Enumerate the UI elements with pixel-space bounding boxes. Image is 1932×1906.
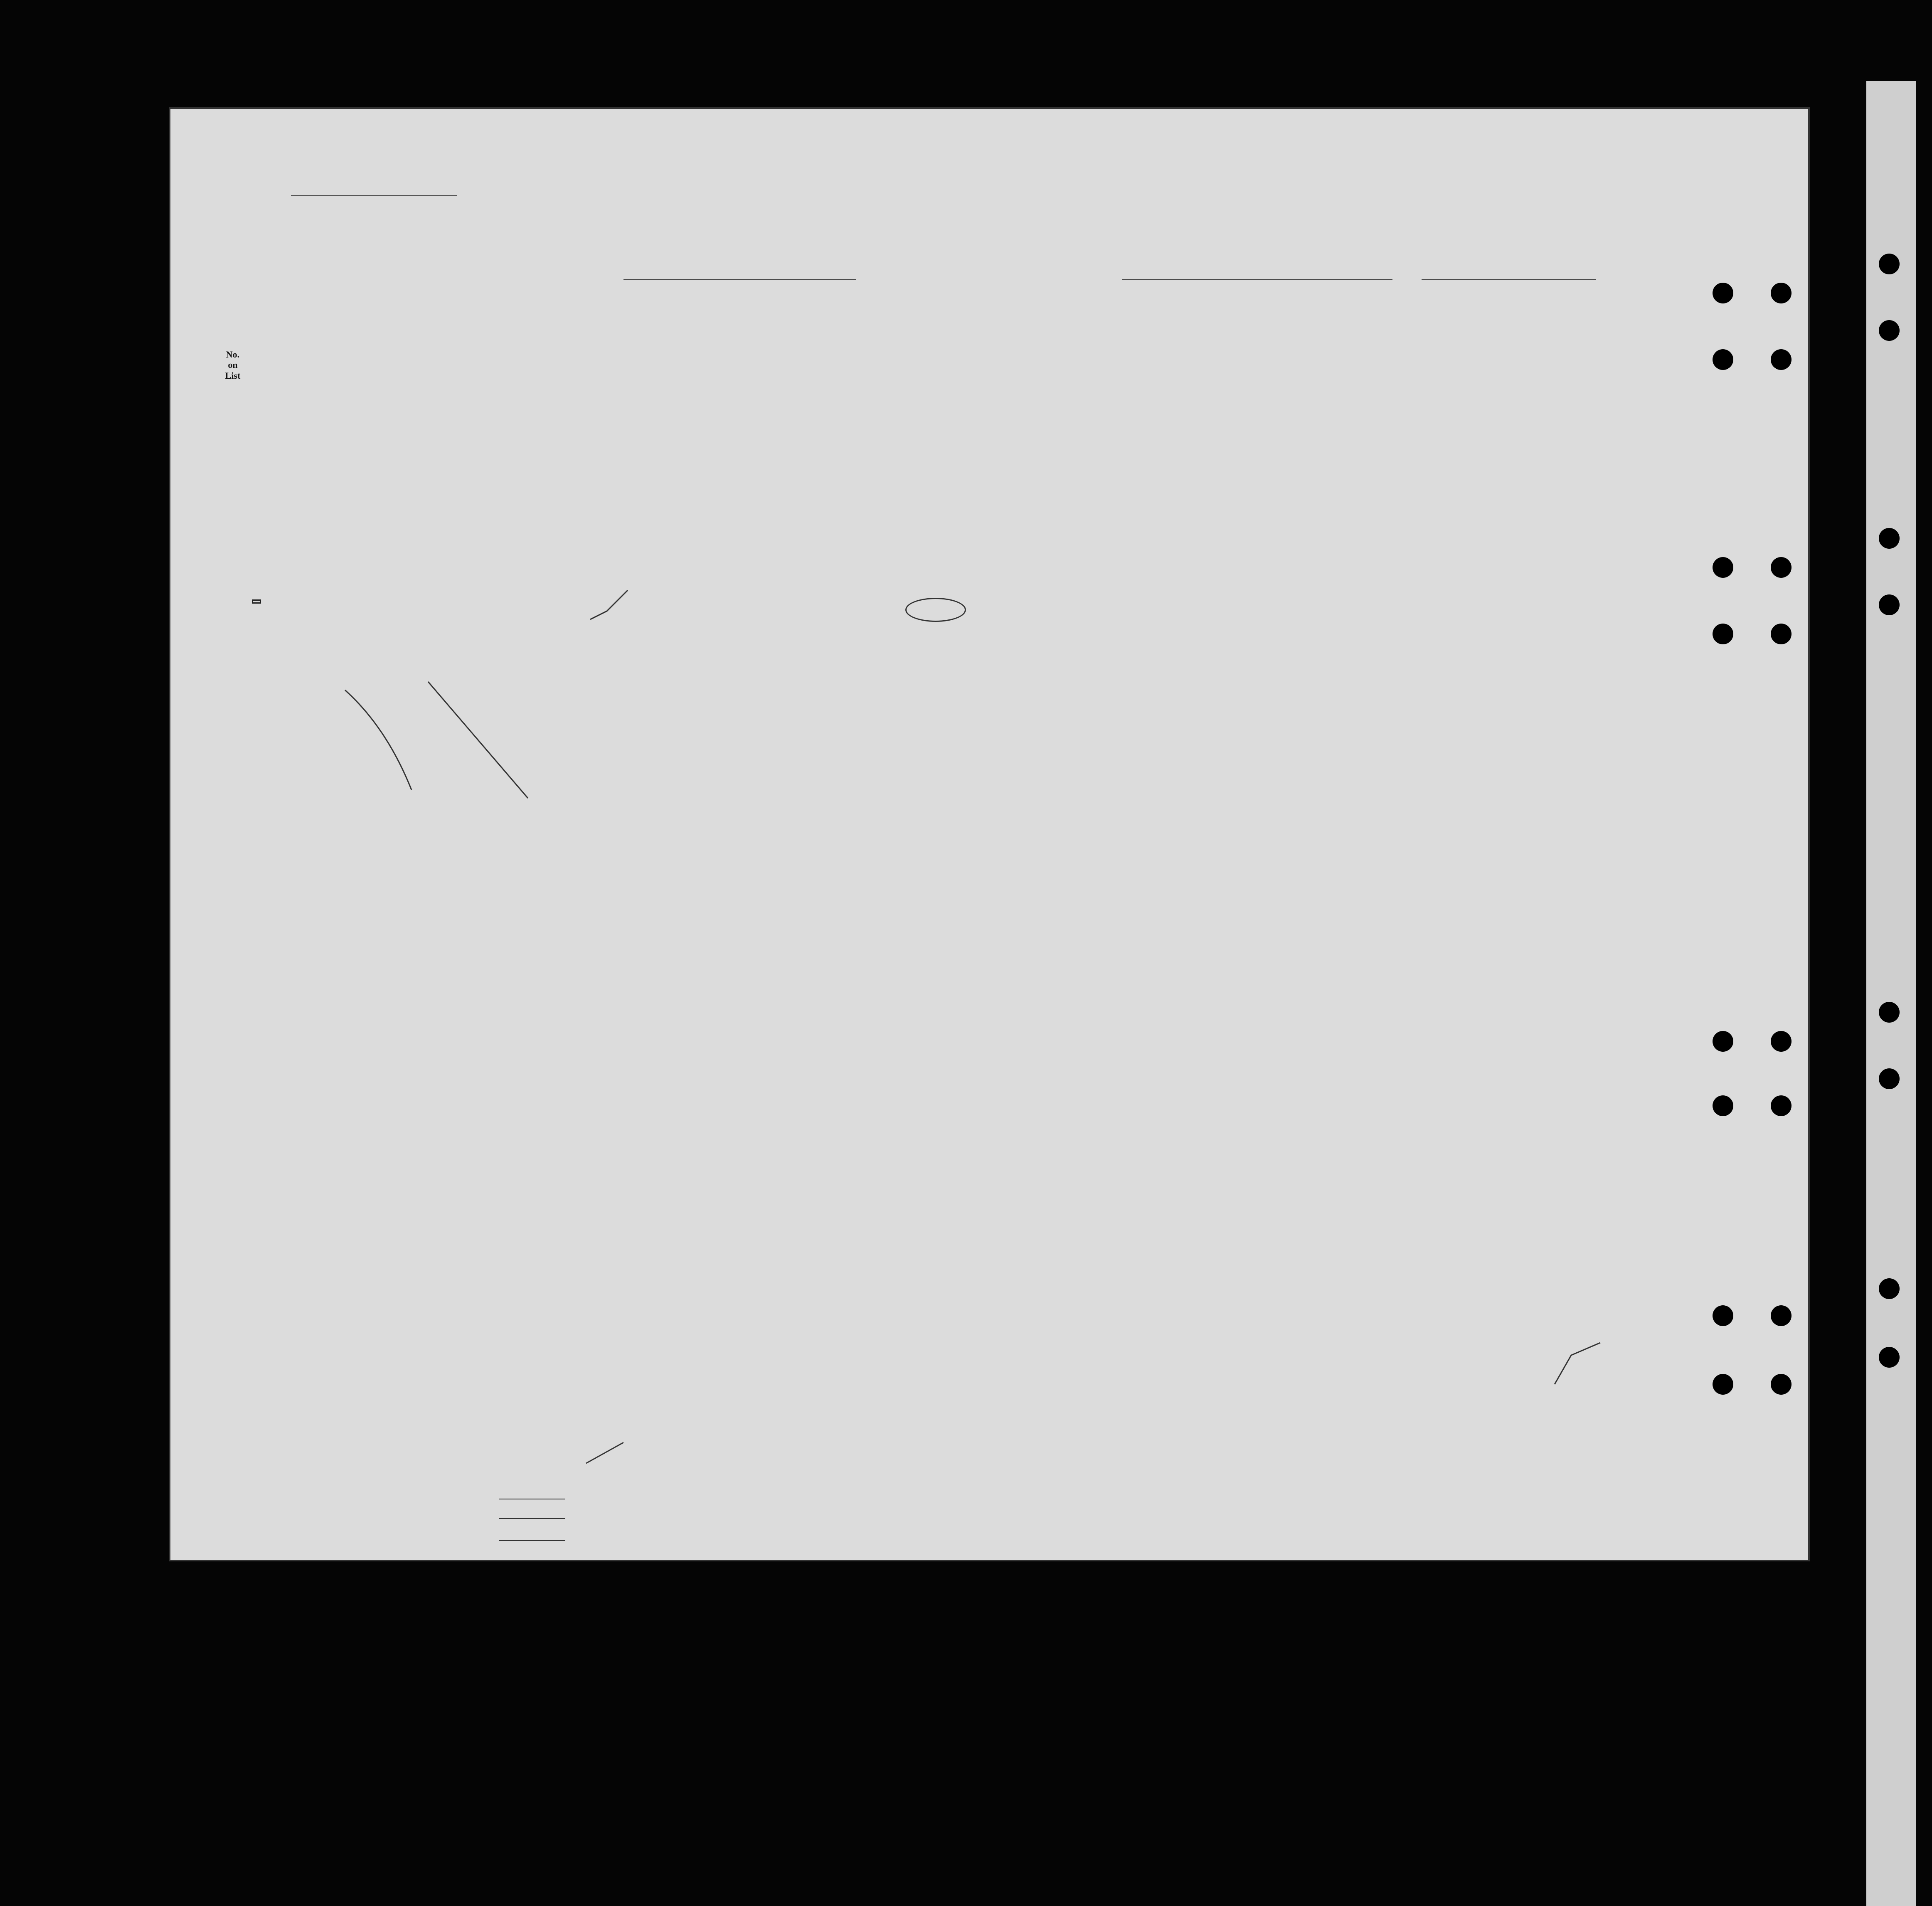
binder-hole: [1713, 349, 1733, 370]
binder-hole: [1771, 624, 1792, 644]
binder-hole: [1771, 349, 1792, 370]
binder-hole: [1713, 557, 1733, 578]
binder-hole: [1879, 1068, 1900, 1089]
binder-hole: [1713, 283, 1733, 303]
binder-hole: [1713, 1095, 1733, 1116]
binder-hole: [1771, 1305, 1792, 1326]
binder-hole: [1771, 283, 1792, 303]
aliens-line: [499, 1540, 565, 1541]
citizens-line: [499, 1518, 565, 1519]
binder-hole: [1713, 1305, 1733, 1326]
binder-hole: [1879, 594, 1900, 615]
binder-hole: [1879, 1347, 1900, 1368]
binder-hole: [1879, 254, 1900, 274]
binder-hole: [1713, 1374, 1733, 1395]
binder-hole: [1713, 624, 1733, 644]
binder-hole: [1771, 1095, 1792, 1116]
binder-hole: [1879, 1002, 1900, 1023]
binder-hole: [1879, 320, 1900, 341]
binder-hole: [1771, 1031, 1792, 1052]
binder-hole: [1771, 1374, 1792, 1395]
binder-hole: [1879, 1278, 1900, 1299]
binder-hole: [1771, 557, 1792, 578]
binder-hole: [1713, 1031, 1733, 1052]
binder-hole: [1879, 528, 1900, 549]
